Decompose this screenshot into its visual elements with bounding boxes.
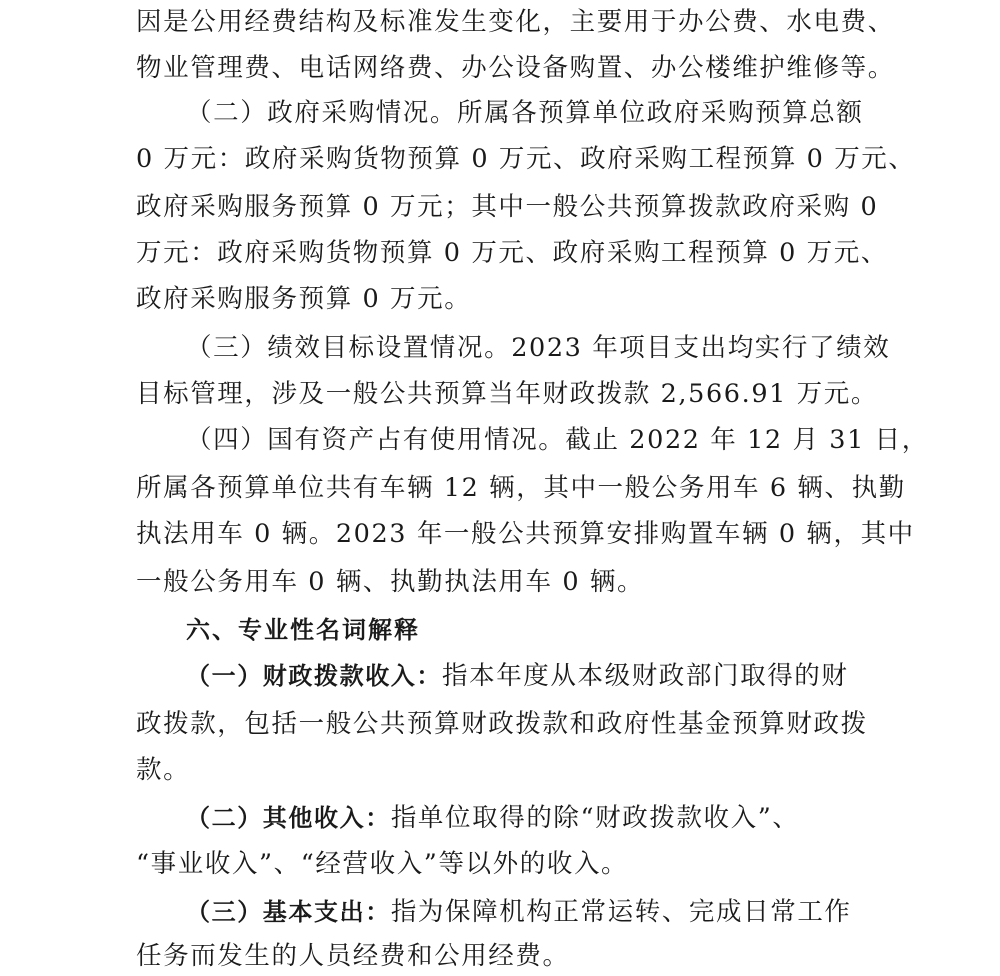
paragraph-line: 执法用车 0 辆。2023 年一般公共预算安排购置车辆 0 辆，其中	[136, 519, 915, 549]
paragraph-line: “事业收入”、“经营收入”等以外的收入。	[136, 849, 629, 879]
definition-term: （三）基本支出：	[186, 898, 391, 926]
paragraph-line: 任务而发生的人员经费和公用经费。	[136, 941, 570, 971]
definition-text: 指为保障机构正常运转、完成日常工作	[390, 897, 852, 927]
paragraph-line: 政府采购服务预算 0 万元；其中一般公共预算拨款政府采购 0	[136, 192, 879, 222]
paragraph-line: 万元：政府采购货物预算 0 万元、政府采购工程预算 0 万元、	[136, 238, 888, 268]
definition-line	[186, 897, 852, 927]
paragraph-line: 一般公务用车 0 辆、执勤执法用车 0 辆。	[136, 567, 645, 597]
definition-term: （二）其他收入：	[186, 804, 391, 832]
definition-text: 指本年度从本级财政部门取得的财	[442, 661, 849, 691]
paragraph-line: 政拨款，包括一般公共预算财政拨款和政府性基金预算财政拨	[136, 709, 868, 739]
paragraph-line: 款。	[136, 755, 191, 785]
paragraph-line: （三）绩效目标设置情况。2023 年项目支出均实行了绩效	[186, 333, 891, 363]
paragraph-line: 物业管理费、电话网络费、办公设备购置、办公楼维护维修等。	[136, 53, 895, 83]
definition-term: （一）财政拨款收入：	[186, 662, 442, 690]
paragraph-line: 所属各预算单位共有车辆 12 辆，其中一般公务用车 6 辆、执勤	[136, 473, 906, 503]
paragraph-line: 目标管理，涉及一般公共预算当年财政拨款 2,566.91 万元。	[136, 379, 878, 409]
paragraph-line: 政府采购服务预算 0 万元。	[136, 284, 472, 314]
definition-line	[186, 803, 800, 833]
paragraph-line: 因是公用经费结构及标准发生变化，主要用于办公费、水电费、	[136, 7, 895, 37]
definition-line	[186, 661, 849, 691]
paragraph-line: （四）国有资产占有使用情况。截止 2022 年 12 月 31 日，	[186, 425, 929, 455]
definition-text: 指单位取得的除“财政拨款收入”、	[390, 803, 800, 833]
paragraph-line: （二）政府采购情况。所属各预算单位政府采购预算总额	[186, 98, 864, 128]
section-heading: 六、专业性名词解释	[186, 616, 420, 644]
paragraph-line: 0 万元：政府采购货物预算 0 万元、政府采购工程预算 0 万元、	[136, 144, 916, 174]
